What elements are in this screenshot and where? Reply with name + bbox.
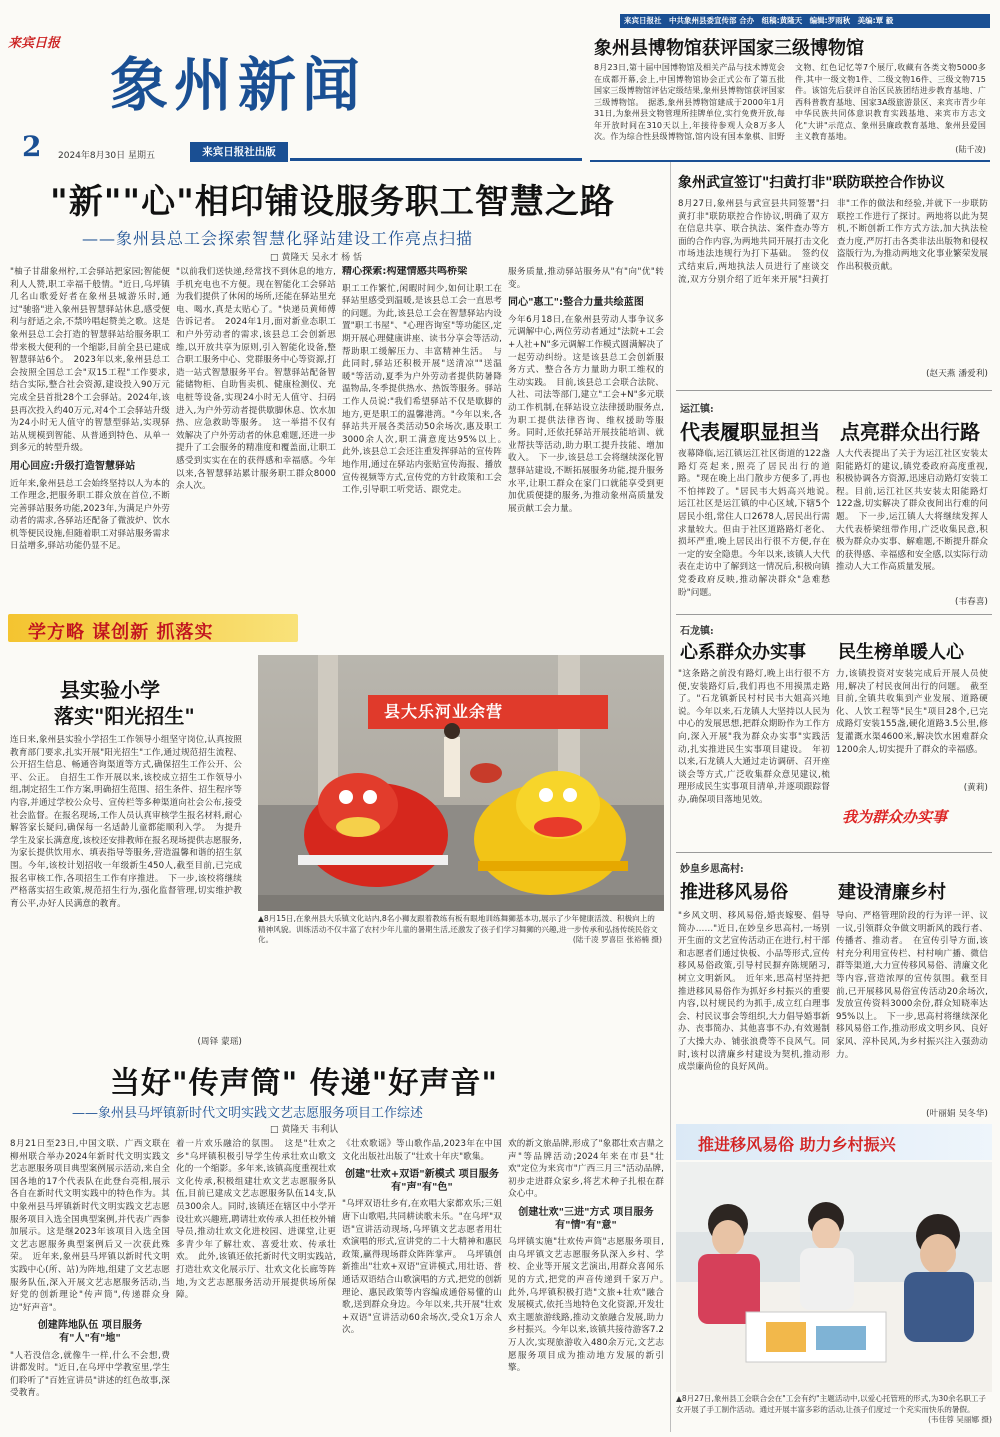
miaohuang-headline-right: 建设清廉乡村 [838, 882, 946, 903]
kids-photo [676, 1162, 992, 1392]
miaohuang-headline-left: 推进移风易俗 [680, 882, 788, 903]
yifeng-banner-text: 推进移风易俗 助力乡村振兴 [698, 1135, 896, 1154]
masthead-title: 象州新闻 [110, 51, 367, 119]
yunjiang-col1: 夜幕降临,运江镇运江社区街道的122盏路灯亮起来,照亮了居民出行的道路。"现在晚上出门散步方便多了,再也不怕摔跤了。"居民韦大妈高兴地说。 运江社区是运江镇的中心区域,下辖5个居民小组,常住人口2678人,居民出行需求量较大。但由于社区道路路灯老化、损坏严重,晚上居民出行很不方便,存在一定的安全隐患。今年以来,该镇人大代表在走访中了解到这一情况后,积极向镇党委政府反映,推动解决群众"急难愁盼"问题。 [678, 449, 830, 598]
kids-caption: ▲8月27日,象州县工会联合会在"工会有约"主题活动中,以爱心托管班的形式,为30余名职工子女开展了手工制作活动。通过开展丰富多彩的活动,让孩子们度过一个充实而快乐的暑假。 (韦佳蓉 吴丽娜 摄) [676, 1394, 992, 1424]
xuefanglue-banner [8, 608, 328, 648]
wuxuan-byline: (赵天燕 潘爱利) [926, 369, 988, 379]
masthead [0, 30, 590, 162]
school-headline-2: 落实"阳光招生" [54, 704, 195, 728]
masthead-rule [290, 158, 582, 161]
kids-craft-illustration [676, 1162, 992, 1392]
culture-subhead: ——象州县马坪镇新时代文明实践文艺志愿服务项目工作综述 [72, 1106, 424, 1121]
miaohuang-col1: "乡风文明、移风易俗,婚丧嫁娶、倡导简办……"近日,在妙皇乡思高村,一场别开生面的文艺宣传活动正在进行,村干部和志愿者们通过快板、小品等形式,宣传移风易俗政策,引导村民摒弃陈规陋习,树立文明新风。 近年来,思高村坚持把推进移风易俗作为抓好乡村振兴的重要内容,以村规民约为抓手,成立红白理事会、村民议事会等组织,大力倡导婚事新办、丧事简办、其他喜事不办,有效遏制了大操大办、铺张浪费等不良风气。同时,该村以清廉乡村建设为契机,推动形成崇廉尚俭的良好风尚。 [678, 911, 830, 1073]
culture-headline: 当好"传声筒" 传递"好声音" [110, 1066, 498, 1101]
main-col1: "柚子甘甜象州柠,工会驿站把家园;智能便利人人赞,职工幸福千般情。"近日,乌坪镇几名山歌爱好者在象州县城游乐时,通过"驰骆"进入象州县智慧驿站休息,感受便利与舒适之余,不禁吟唱起赞美之歌。这是象州县总工会打造的智慧驿站给服务职工带来极大便利的一个缩影,目前全县已建成智慧驿站6个。 2023年以来,象州县总工会按照全国总工会"双15工程"工作要求,结合实际,整合社会资源,建设投入90万元完成全县首批28个工会驿站。2024年,该县再次投入约40万元,对4个工会驿站升级为24小时无人值守的智慧型驿站,实现驿站从规模到智能、从普通到特色、从单一到多元的转型升级。 用心回应:升级打造智慧驿站 近年来,象州县总工会始终坚持以人为本的工作理念,把服务职工群众放在首位,不断完善驿站服务功能,2023年,为满足户外劳动者的需求,各驿站还配备了微波炉、饮水机等便民设施,但随着职工对驿站服务需求日益增多,驿站功能仍显不足。 [10, 267, 170, 552]
miaohuang-byline: (叶丽娟 吴冬华) [926, 1109, 988, 1119]
school-byline: (周铎 蒙瑶) [197, 1037, 242, 1047]
column-separator [670, 162, 671, 1432]
yunjiang-headline-right: 点亮群众出行路 [840, 420, 980, 444]
miaohuang-col2: 导向、严格管理阶段的行为评一评、议一议,引领群众争做文明新风的践行者、传播者、推动者。 在宣传引导方面,该村充分利用宣传栏、村村响广播、微信群等渠道,大力宣传移风易俗、清廉文化等内容,营造浓厚的宣传氛围。截至目前,已开展移风易俗宣传活动20余场次,发放宣传资料3000余份,群众知晓率达95%以上。 下一步,思高村将继续深化移风易俗工作,推动形成文明乡风、良好家风、淳朴民风,为乡村振兴注入强劲动力。 [836, 911, 988, 1060]
credits-bar [0, 0, 1000, 30]
lion-caption: ▲8月15日,在象州县大乐镇文化站内,8名小狮友跟着教练有板有眼地训练舞狮基本功,展示了少年健康活泼、积极向上的精神风貌。训练活动不仅丰富了农村少年儿童的暑期生活,还激发了孩子们学习舞狮的兴趣,进一步传承和弘扬传统民俗文化。 (陆千凌 罗喜臣 张裕楠 摄) [258, 914, 662, 944]
banner-text: 学方略 谋创新 抓落实 [28, 622, 214, 643]
culture-col3: 《壮欢歌谣》等山歌作品,2023年在中国文化出版社出版了"壮欢十年庆"歌集。 创建"壮欢+双语"新模式 项目服务有"声"有"色" "乌坪双语壮乡有,在欢唱大家都欢乐;三姐唐下山歌唱,共同耕读歌未乐。"在乌坪"双语"宣讲活动现场,乌坪镇文艺志愿者用壮欢演唱的形式,宣讲党的二十大精神和惠民政策,赢得现场群众阵阵掌声。 乌坪镇创新推出"壮欢+双语"宣讲模式,用壮语、普通话双语结合山歌演唱的方式,把党的创新理论、惠民政策等内容编成通俗易懂的山歌,送到群众身边。今年以来,共开展"壮欢+双语"宣讲活动60余场次,受众1万余人次。 [342, 1139, 502, 1336]
photo-banner-text: 县大乐河业余营 [384, 702, 504, 721]
main-col3: 精心探索:构建情感共鸣桥梁 职工工作繁忙,闲暇时间少,如何让职工在驿站里感受到温暖,是该县总工会一直思考的问题。为此,该县总工会在智慧驿站内设置"职工书屋"、"心理咨询室"等功能区,定期开展心理健康讲座、读书分享会等活动,帮助职工缓解压力、丰富精神生活。 与此同时,驿站还积极开展"送清凉""送温暖"等活动,夏季为户外劳动者提供防暑降温物品,冬季提供热水、热饭等服务。驿站工作人员说:"我们希望驿站不仅是歇脚的地方,更是职工的温馨港湾。"今年以来,各驿站共开展各类活动50余场次,惠及职工3000余人次,职工满意度达95%以上。 此外,该县总工会还注重发挥驿站的宣传阵地作用,通过在驿站内张贴宣传海报、播放宣传视频等方式,宣传党的方针政策和工会工作,引导职工听党话、跟党走。 [342, 266, 502, 496]
publisher-tab: 来宾日报社出版 [190, 142, 288, 162]
shilong-headline-left: 心系群众办实事 [680, 642, 806, 663]
issue-date: 2024年8月30日 星期五 [58, 151, 155, 161]
museum-article [590, 30, 990, 160]
lion-dance-photo [258, 655, 664, 911]
yunjiang-kicker: 运江镇: [680, 404, 714, 415]
miaohuang-article [672, 854, 994, 1124]
main-headline: "新""心"相印铺设服务职工智慧之路 [50, 182, 615, 222]
museum-byline: (陆千凌) [955, 145, 986, 154]
shilong-article [672, 616, 994, 852]
yunjiang-article [672, 392, 994, 614]
credits-text: 来宾日报社 中共象州县委宣传部 合办 组稿:黄隆天 编辑:罗雨秋 美编:覃 毅 [620, 14, 990, 28]
museum-body: 8月23日,第十届中国博物馆及相关产品与技术博览会在成都开幕,会上,中国博物馆协会正式公布了第五批国家三级博物馆评估定级结果,象州县博物馆获评国家三级博物馆。 据悉,象州县博物馆建成于2000年1月31日,为象州县文物管理所挂牌单位,实行免费开放,每年开放时间在310天以上,年接待参观人众8万多人次。作为综合性县级博物馆,馆内设有国本象棋、旧野文物、红色记忆等7个展厅,收藏有各类文物5000多件,其中一级文物1件、二级文物16件、三级文物715件。该馆先后获评自治区民族团结进步教育基地、广西科普教育基地、国家3A级旅游景区、来宾市青少年中华民族共同体意识教育实践基地、来宾市方志文化"大讲"示范点、象州县廉政教育基地、象州县爱国主义教育基地。 [594, 63, 986, 141]
main-byline: □ 黄隆天 吴永才 杨 恬 [270, 253, 362, 263]
divider [676, 614, 992, 615]
school-article [0, 650, 250, 1055]
yunjiang-col2: 人大代表提出了关于为运江社区安装太阳能路灯的建议,镇党委政府高度重视,积极协调各方资源,迅速启动路灯安装工程。目前,运江社区共安装太阳能路灯122盏,切实解决了群众夜间出行难的问题。 下一步,运江镇人大将继续发挥人大代表桥梁纽带作用,广泛收集民意,积极为群众办实事、解难题,不断提升群众的获得感、幸福感和安全感,以实际行动推动人大工作高质量发展。 [836, 449, 988, 573]
museum-headline: 象州县博物馆获评国家三级博物馆 [594, 38, 864, 59]
shilong-col2: 力,该镇投资对安装完成后开展人员使用,解决了村民夜间出行的问题。 截至目前,全镇共收集到产业发展、道路硬化、人饮工程等"民生"项目28个,已完成路灯安装155盏,硬化道路3.5公里,修复灌溉水渠4600米,解决饮水困难群众1200余人,切实提升了群众的幸福感。 [836, 669, 988, 755]
shilong-headline-right: 民生榜单暖人心 [838, 642, 964, 663]
school-headline-1: 县实验小学 [60, 678, 160, 702]
main-col2: "以前我们送快递,经常找不到休息的地方,手机充电也不方便。现在智能化工会驿站为我们提供了休闲的场所,还能在驿站里充电、喝水,真是太贴心了。"快递员黄师傅告诉记者。 2024年1月,面对新业态职工和户外劳动者的需求,该县总工会创新思维,以开放共享为原则,引入智能化设备,整合职工服务中心、党群服务中心等资源,打造一站式智慧服务平台。智慧驿站配备智能储物柜、自助售卖机、健康检测仪、充电桩等设备,实现24小时无人值守、扫码进入,为户外劳动者提供歇脚休息、饮水加热、应急救助等服务。 这一举措不仅有效解决了户外劳动者的休息难题,还进一步提升了工会服务的精准度和覆盖面,让职工感受到实实在在的获得感和幸福感。今年以来,各智慧驿站累计服务职工群众8000余人次。 [176, 267, 336, 492]
miaohuang-kicker: 妙皇乡思高村: [680, 864, 744, 875]
main-col4: 服务质量,推动驿站服务从"有"向"优"转变。 同心"惠工":整合力量共绘蓝图 今年6月18日,在象州县劳动人事争议多元调解中心,两位劳动者通过"法院+工会+人社+N"多元调解工作模式圆满解决了一起劳动纠纷。这是该县总工会创新服务方式、整合各方力量助力职工维权的生动实践。 目前,该县总工会联合法院、人社、司法等部门,建立"工会+N"多元联动工作机制,在驿站设立法律援助服务点,为职工提供法律咨询、维权援助等服务。同时,还依托驿站开展技能培训、就业帮扶等活动,助力职工提升技能、增加收入。 下一步,该县总工会将继续深化智慧驿站建设,不断拓展服务功能,提升服务水平,让职工群众在家门口就能享受到更加优质便捷的服务,为推动象州高质量发展贡献工会力量。 [508, 267, 664, 514]
yifeng-banner [676, 1124, 992, 1160]
main-subhead: ——象州县总工会探索智慧化驿站建设工作亮点扫描 [82, 229, 474, 248]
shilong-byline: (黄莉) [963, 783, 988, 793]
culture-col2: 着一片欢乐融洽的氛围。 这是"壮欢之乡"乌坪镇积极引导学生传承壮欢山歌文化的一个缩影。多年来,该镇高度重视壮欢文化传承,积极组建壮欢文艺志愿服务队伍,目前已建成文艺志愿服务队伍14支,队员300余人。同时,该镇还在辖区中小学开设壮欢兴趣班,聘请壮欢传承人担任校外辅导员,推动壮欢文化进校园、进课堂,让更多青少年了解壮欢、喜爱壮欢、传承壮欢。 此外,该镇还依托新时代文明实践站,打造壮欢文化展示厅、壮欢文化长廊等阵地,为文艺志愿服务活动开展提供场所保障。 [176, 1139, 336, 1301]
yunjiang-byline: (韦春喜) [955, 597, 988, 607]
shilong-kicker: 石龙镇: [680, 626, 714, 637]
wuxuan-article [672, 164, 994, 386]
culture-article [0, 1052, 670, 1432]
shilong-col1: "这条路之前没有路灯,晚上出行很不方便,安装路灯后,我们再也不用摸黑走路了。"石龙镇新民村村民韦大姐高兴地说。今年以来,石龙镇人大坚持以人民为中心的发展思想,把群众期盼作为工作方向,深入开展"我为群众办实事"实践活动,扎实推进民生实事项目建设。 年初以来,石龙镇人大通过走访调研、召开座谈会等方式,广泛收集群众意见建议,梳理形成民生实事项目清单,并逐项跟踪督办,确保项目落地见效。 [678, 669, 830, 805]
page-number: 2 [22, 130, 42, 163]
wuxuan-body: 8月27日,象州县与武宣县共同签署"扫黄打非"联防联控合作协议,明确了双方在信息共享、联合执法、案件查办等方面的合作内容,为两地共同开展打击文化市场违法违规行为打下基础。 签约仪式结束后,两地执法人员进行了座谈交流,双方分别介绍了近年来开展"扫黄打非"工作的做法和经验,并就下一步联防联控工作进行了探讨。两地将以此为契机,不断创新工作方式方法,加大执法检查力度,严厉打击各类非法出版物和侵权盗版行为,为推动两地文化事业繁荣发展作出积极贡献。 [678, 199, 988, 285]
divider [676, 390, 992, 391]
lion-dance-illustration [258, 655, 664, 911]
culture-col1: 8月21日至23日,中国文联、广西文联在柳州联合举办2024年新时代文明实践文艺志愿服务项目典型案例展示活动,来自全国各地的17个代表队在此登台亮相,展示各自在新时代文明实践中的特色作为。其中象州县马坪镇新时代文明实践文艺志愿服务项目入选全国典型案例,并代表广西参加展示。这是继2023年该项目入选全国文艺志愿服务典型案例后又一次获此殊荣。 近年来,象州县马坪镇以新时代文明实践中心(所、站)为阵地,组建了文艺志愿服务队伍,深入开展文艺志愿服务活动,当好党的创新理论"传声筒",传递群众身边"好声音"。 创建阵地队伍 项目服务有"人"有"地" "人若没信念,就像牛一样,什么不会想,费讲都发时。"近日,在乌坪中学教室里,学生们聆听了"百姓宣讲员"讲述的红色故事,深受教育。 [10, 1139, 170, 1399]
divider [676, 852, 992, 853]
wuxuan-headline: 象州武宣签订"扫黄打非"联防联控合作协议 [678, 175, 945, 191]
culture-byline: □ 黄隆天 韦利认 [270, 1125, 339, 1135]
masthead-logo: 来宾日报 [8, 36, 61, 51]
yunjiang-headline-left: 代表履职显担当 [680, 420, 820, 444]
school-body: 连日来,象州县实验小学招生工作领导小组坚守岗位,认真按照教育部门要求,扎实开展"阳光招生"工作,通过规范招生流程、公开招生信息、畅通咨询渠道等方式,确保招生工作公开、公平、公正。 自招生工作开展以来,该校成立招生工作领导小组,制定招生工作方案,明确招生范围、招生条件、招生程序等内容,并通过学校公众号、宣传栏等多种渠道向社会公布,接受社会监督。在报名现场,工作人员认真审核学生报名材料,耐心解答家长疑问,确保每一名适龄儿童都能顺利入学。 为提升学生及家长满意度,该校还安排教师在报名现场提供志愿服务,为家长提供饮用水、填表指导等服务,营造温馨和谐的招生氛围。今年,该校计划招收一年级新生450人,截至目前,已完成报名审核工作,各项招生工作有序推进。 下一步,该校将继续严格落实招生政策,规范招生行为,强化监督管理,切实维护教育公平,办好人民满意的教育。 [10, 735, 242, 909]
shilong-banner: 我为群众办实事 [842, 808, 948, 826]
culture-col4: 欢的新文旅品牌,形成了"象郡壮欢吉鼎之声"等品牌活动;2024年来在市县"壮欢"定位为来宾市"广西三月三"活动品牌,初步走进群众家乡,将艺术种子扎根在群众心中。 创建壮欢"三进"方式 项目服务有"情"有"意" 乌坪镇实施"壮欢传声筒"志愿服务项目,由乌坪镇文艺志愿服务队深入乡村、学校、企业等开展文艺演出,用群众喜闻乐见的方式,把党的声音传递到千家万户。 此外,乌坪镇积极打造"文旅+壮欢"融合发展模式,依托当地特色文化资源,开发壮欢主题旅游线路,推动文旅融合发展,助力乡村振兴。今年以来,该镇共接待游客7.2万人次,实现旅游收入480余万元,文艺志愿服务项目成为推动地方发展的新引擎。 [508, 1139, 664, 1374]
main-article [0, 162, 670, 617]
